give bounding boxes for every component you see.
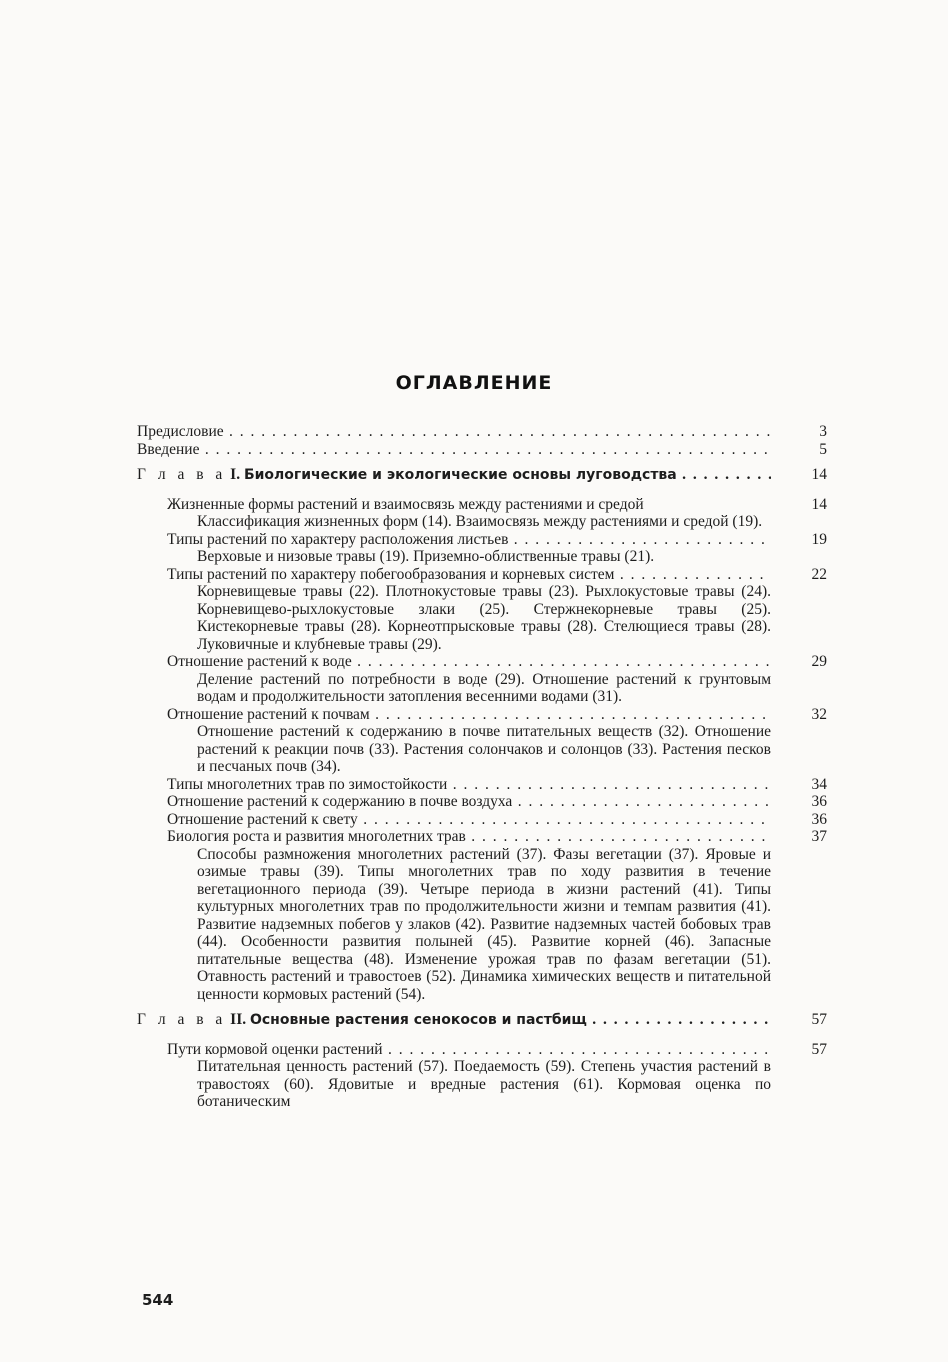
toc-entry-label: Отношение растений к воде . . . (167, 653, 771, 671)
chapter-heading (137, 466, 771, 485)
toc-page-number: 36 (811, 810, 827, 828)
toc-section-description: Деление растений по потребности в воде (29). Отношение растений к грунтовым водам и продолжительности затопления весенними водами (31). (197, 670, 771, 705)
toc-page-number: 14 (811, 466, 827, 483)
toc-section-light[interactable] (137, 811, 827, 829)
toc-section-description: Способы размножения многолетних растений (37). Фазы вегетации (37). Яровые и озимые травы (39). Типы многолетних трав по ходу развития в течение вегетационного периода (39). Четыре периода в жизни растений (41). Типы культурных многолетних трав по продолжительности жизни и темпам развития (41). Развитие надземных побегов у злаков (42). Развитие надземных частей бобовых трав (44). Особенности развития полыней (45). Развитие корней (46). Запасные питательные вещества (48). Изменение урожая трав по фазам вегетации (51). Отавность растений и травостоев (52). Динамика химических веществ и питательной ценности кормовых растений (54). (197, 845, 771, 1003)
chapter-number: I. (230, 466, 241, 483)
toc-section-description: Корневищевые травы (22). Плотнокустовые травы (23). Рыхлокустовые травы (24). Корневищево-рыхлокустовые злаки (25). Стержнекорневые травы (25). Кистекорневые травы (28). Корнеотпрысковые травы (28). Стелющиеся травы (28). Луковичные и клубневые травы (29). (197, 583, 771, 653)
toc-page-number: 57 (811, 1040, 827, 1058)
toc-page-number: 36 (811, 793, 827, 810)
toc-entry-label: Типы растений по характеру побегообразования и корневых систем . . . (167, 566, 771, 584)
toc-chapter-2[interactable] (137, 1011, 827, 1029)
toc-section-winter-hardiness[interactable] (137, 776, 827, 794)
toc-entry-label: Биология роста и развития многолетних трав . . . (167, 828, 771, 846)
toc-page-number: 29 (811, 653, 827, 670)
toc-page-number: 3 (819, 423, 827, 440)
chapter-word: Г л а в а (137, 466, 227, 483)
toc-section-root-systems[interactable] (137, 566, 827, 584)
toc-section-feed-evaluation[interactable] (137, 1041, 827, 1059)
chapter-word: Г л а в а (137, 1011, 227, 1028)
chapter-heading (137, 1011, 771, 1030)
toc-page-number: 22 (811, 565, 827, 583)
toc-section-soils[interactable] (137, 706, 827, 724)
toc-entry-label: Отношение растений к свету . . . (167, 811, 771, 829)
page-number: 544 (142, 1291, 174, 1309)
toc-section-description: Классификация жизненных форм (14). Взаимосвязь между растениями и средой (19). (197, 513, 763, 530)
toc-page-number: 14 (811, 495, 827, 513)
toc-entry-label: Типы многолетних трав по зимостойкости . . . (167, 776, 771, 794)
toc-section-soil-air[interactable] (137, 793, 827, 811)
chapter-title: Основные растения сенокосов и пастбищ (249, 1012, 587, 1028)
chapter-number: II. (230, 1011, 247, 1028)
toc-chapter-1[interactable] (137, 466, 827, 484)
toc-entry-preface[interactable] (137, 423, 827, 441)
toc-page-number: 37 (811, 828, 827, 845)
toc-section-growth-biology[interactable] (137, 828, 827, 846)
toc-entry-label: Отношение растений к почвам . . . (167, 706, 771, 724)
toc-section-life-forms[interactable] (137, 496, 827, 514)
toc-entry-introduction[interactable] (137, 441, 827, 459)
toc-entry-label: Предисловие . . . (137, 423, 771, 441)
chapter-title: Биологические и экологические основы луговодства (243, 467, 677, 483)
toc-section-description: Отношение растений к содержанию в почве питательных веществ (32). Отношение растений к реакции почв (33). Растения солончаков и солонцов (33). Растения песков и песчаных почв (34). (197, 723, 771, 775)
toc-entry-label: Отношение растений к содержанию в почве воздуха . . . (167, 793, 771, 811)
toc-page-number: 34 (811, 775, 827, 793)
toc-section-water[interactable] (137, 653, 827, 671)
table-of-contents (137, 423, 827, 1111)
toc-page-number: 57 (811, 1011, 827, 1028)
toc-entry-label: Пути кормовой оценки растений . . . (167, 1041, 771, 1059)
toc-page-number: 5 (819, 440, 827, 458)
toc-section-description: Верховые и низовые травы (19). Приземно-облиственные травы (21). (197, 548, 655, 565)
toc-page-number: 32 (811, 705, 827, 723)
toc-entry-label: Жизненные формы растений и взаимосвязь между растениями и средой (167, 495, 644, 513)
toc-section-leaf-arrangement[interactable] (137, 531, 827, 549)
toc-entry-label: Типы растений по характеру расположения листьев . . . (167, 531, 771, 549)
toc-page-number: 19 (811, 530, 827, 548)
toc-section-description: Питательная ценность растений (57). Поедаемость (59). Степень участия растений в травостоях (60). Ядовитые и вредные растения (61). Кормовая оценка по ботаническим (197, 1058, 771, 1110)
toc-entry-label: Введение . . . (137, 441, 771, 459)
page-title: ОГЛАВЛЕНИЕ (395, 372, 553, 394)
